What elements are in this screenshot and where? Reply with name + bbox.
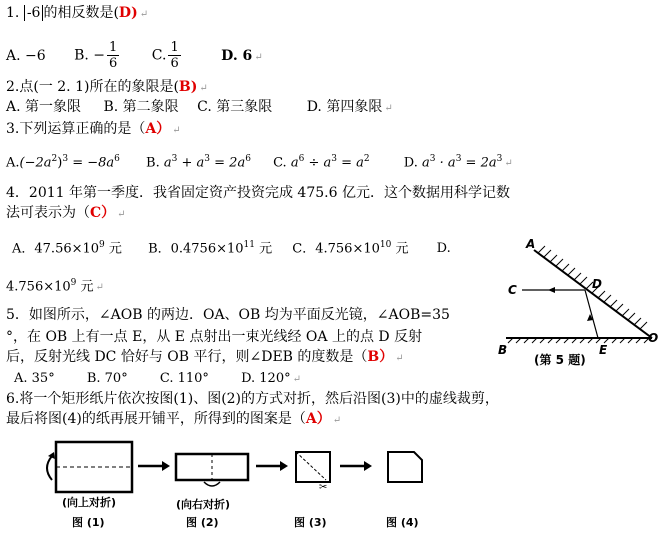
q5-option-a: A. 35° xyxy=(14,371,55,386)
q2-option-a: A. 第一象限 xyxy=(6,99,82,115)
q4-option-d xyxy=(6,274,104,297)
q6-line2-text: 最后将图(4)的纸再展开铺平，所得到的图案是（ xyxy=(6,411,306,427)
label-b: B xyxy=(498,343,508,357)
q3-c-rhs: = a xyxy=(337,155,364,171)
q2-close: ) xyxy=(190,79,198,95)
q3-c-div: ÷ a xyxy=(304,155,332,171)
q4-answer: C xyxy=(90,205,102,221)
fig1-label: 图 (1) xyxy=(72,516,105,529)
return-icon: ↵ xyxy=(117,209,126,220)
q3-d-label: D. xyxy=(403,155,418,171)
q4-b-text: B．0.4756×10 xyxy=(148,241,244,257)
q4-b-unit: 元 xyxy=(255,241,273,257)
return-icon: ↵ xyxy=(395,353,404,364)
q3-option-c xyxy=(273,150,370,172)
q4-d-text: 4.756×10 xyxy=(6,279,71,295)
q5-option-b: B. 70° xyxy=(86,371,128,386)
q6-answer: A xyxy=(305,411,317,427)
q3-b-exp3: 6 xyxy=(245,154,251,164)
label-e: E xyxy=(599,343,608,357)
fig3-cut-line xyxy=(296,452,326,480)
q3-d-dot: · a xyxy=(435,155,456,171)
q5-mirror-figure xyxy=(492,232,658,372)
q4-line2-text: 法可表示为（ xyxy=(6,205,90,221)
q1-option-a: A. −6 xyxy=(6,47,46,64)
q5-line3 xyxy=(6,348,404,368)
q3-c-exp3: 2 xyxy=(363,154,370,164)
q1-close: ) xyxy=(131,5,138,21)
fig3-label: 图 (3) xyxy=(294,516,327,529)
q4-option-a xyxy=(12,236,122,258)
return-icon: ↵ xyxy=(384,103,393,114)
return-icon: ↵ xyxy=(172,125,181,136)
q1-option-b xyxy=(74,40,121,71)
q3-c-exp2: 3 xyxy=(331,154,337,164)
q1-absolute-value: -6 xyxy=(24,5,44,21)
q3-c-exp1: 6 xyxy=(298,154,305,164)
q1-stem xyxy=(6,4,148,24)
q4-a-exp: 9 xyxy=(99,240,105,250)
q1-options xyxy=(6,40,263,71)
q3-a-label: A. xyxy=(6,155,20,171)
q5-close: ） xyxy=(379,349,394,365)
q5-line1 xyxy=(6,306,450,324)
q4-line2 xyxy=(6,204,126,224)
q2-options xyxy=(6,98,393,118)
fig2-fold-arrow-icon xyxy=(204,482,220,486)
q1-c-numerator: 1 xyxy=(170,40,179,55)
fig1-caption: (向上对折) xyxy=(62,496,117,509)
q4-option-d-label: D. xyxy=(436,241,451,257)
q1-option-c xyxy=(152,40,183,71)
q3-d-base: a xyxy=(422,155,430,171)
q2-option-d: D. 第四象限 xyxy=(306,99,383,115)
q4-c-unit: 元 xyxy=(391,241,409,257)
q4-line1-text: 4．2011 年第一季度．我省固定资产投资完成 475.6 亿元．这个数据用科学记数 xyxy=(6,185,510,201)
q3-c-base: a xyxy=(290,155,299,171)
q3-a-exp2: 3 xyxy=(62,154,69,164)
q3-b-exp1: 3 xyxy=(171,154,178,164)
q5-line1-text: 5．如图所示，∠AOB 的两边．OA、OB 均为平面反光镜，∠AOB=35 xyxy=(6,307,450,323)
q1-option-c-label: C. xyxy=(151,47,167,64)
q1-option-c-fraction xyxy=(168,40,180,71)
q3-a-rhs: = −8a xyxy=(68,155,115,171)
label-d: D xyxy=(592,277,602,291)
q5-line3-text: 后，反射光线 DC 恰好与 OB 平行，则∠DEB 的度数是（ xyxy=(6,349,368,365)
q1-c-denominator: 6 xyxy=(170,56,179,71)
q1-number: 1. xyxy=(6,5,20,21)
q6-line1-text: 6.将一个矩形纸片依次按图(1)、图(2)的方式对折，然后沿图(3)中的虚线裁剪， xyxy=(6,391,499,407)
label-a: A xyxy=(526,237,536,251)
q5-answer: B xyxy=(367,349,380,365)
q3-b-plus: + a xyxy=(177,155,205,171)
q3-option-b xyxy=(146,150,251,172)
return-icon: ↵ xyxy=(254,51,263,63)
q3-options xyxy=(6,150,513,173)
return-icon: ↵ xyxy=(199,83,208,94)
return-icon: ↵ xyxy=(504,158,513,170)
q3-d-exp2: 3 xyxy=(455,154,462,164)
q3-stem xyxy=(6,120,181,140)
q3-d-rhs: = 2a xyxy=(461,155,497,171)
q2-option-c: C. 第三象限 xyxy=(197,99,273,115)
q4-option-c xyxy=(292,236,408,258)
label-c: C xyxy=(508,283,517,297)
q2-stem-text: 2.点(一 2. 1)所在的象限是( xyxy=(6,79,179,95)
q1-b-denominator: 6 xyxy=(109,56,118,71)
q5-options xyxy=(6,370,301,389)
label-o: O xyxy=(648,331,658,345)
q6-line1 xyxy=(6,390,499,408)
q4-a-unit: 元 xyxy=(104,241,122,257)
q5-line2 xyxy=(6,328,422,346)
q4-c-exp: 10 xyxy=(379,240,392,250)
q3-c-label: C. xyxy=(273,155,287,171)
q6-folding-figure xyxy=(36,436,456,532)
fig1-fold-arrow-icon xyxy=(47,456,52,480)
fig4-cut-shape xyxy=(388,452,422,482)
q1-answer: D xyxy=(118,5,132,21)
q3-option-d xyxy=(404,150,503,172)
q3-b-exp2: 3 xyxy=(204,154,211,164)
q4-options xyxy=(6,236,451,258)
q4-b-exp: 11 xyxy=(243,240,255,250)
q3-stem-text: 3.下列运算正确的是（ xyxy=(6,121,146,137)
step-arrow-1-icon xyxy=(162,461,170,471)
return-icon: ↵ xyxy=(332,415,342,426)
q3-d-exp3: 3 xyxy=(496,154,503,164)
fig2-caption: (向右对折) xyxy=(176,498,231,511)
return-icon: ↵ xyxy=(292,374,301,385)
q5-option-d: D. 120° xyxy=(241,371,291,386)
q4-line1 xyxy=(6,184,510,202)
q4-close: ） xyxy=(101,205,116,221)
q6-line2 xyxy=(6,410,341,430)
q4-d-unit: 元 xyxy=(76,279,94,295)
fig4-label: 图 (4) xyxy=(386,516,419,529)
q4-a-text: A．47.56×10 xyxy=(12,241,100,257)
q1-b-numerator: 1 xyxy=(109,40,118,55)
q3-close: ） xyxy=(156,121,171,137)
q2-option-b: B. 第二象限 xyxy=(103,99,179,115)
q2-answer: B xyxy=(178,79,191,95)
q5-figure-caption: (第 5 题) xyxy=(534,353,586,367)
q3-b-base: a xyxy=(163,155,172,171)
q1-option-b-fraction xyxy=(107,40,119,71)
q3-a-base: (−2a xyxy=(19,155,52,171)
q5-line2-text: °，在 OB 上有一点 E，从 E 点射出一束光线经 OA 上的点 D 反射 xyxy=(6,329,423,345)
q3-a-exp3: 6 xyxy=(114,154,120,164)
q3-answer: A xyxy=(145,121,157,137)
fig2-label: 图 (2) xyxy=(186,516,219,529)
return-icon: ↵ xyxy=(95,282,104,294)
q2-stem xyxy=(6,78,208,98)
q3-a-close: ) xyxy=(57,155,63,171)
q1-option-b-label: B. − xyxy=(74,47,106,64)
q3-d-exp1: 3 xyxy=(429,154,436,164)
q3-a-exp1: 2 xyxy=(51,154,58,164)
q6-close: ） xyxy=(316,411,331,427)
q3-b-rhs: = 2a xyxy=(210,155,246,171)
q4-d-exp: 9 xyxy=(70,278,77,288)
q4-option-b xyxy=(148,236,272,258)
fig3-scissors-icon: ✂ xyxy=(319,482,328,493)
q5-option-c: C. 110° xyxy=(159,371,209,386)
q3-option-a xyxy=(6,150,120,172)
step-arrow-3-icon xyxy=(364,461,372,471)
step-arrow-2-icon xyxy=(280,461,288,471)
ray-dc-arrow-icon xyxy=(548,287,555,293)
q4-c-text: C．4.756×10 xyxy=(292,241,380,257)
q1-option-d: D. 6 xyxy=(221,47,253,64)
return-icon: ↵ xyxy=(139,9,149,20)
q1-stem-text: 的相反数是( xyxy=(43,5,119,21)
q3-b-label: B. xyxy=(146,155,160,171)
